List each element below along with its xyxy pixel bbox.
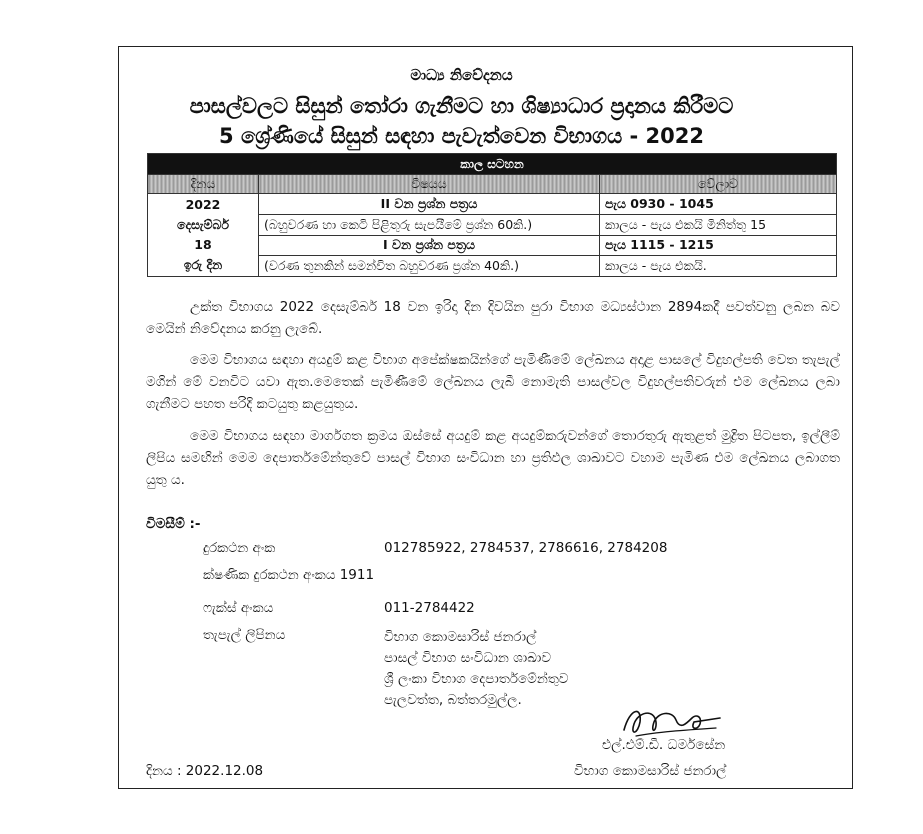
paper-1-note: (වරණ තුනකින් සමන්විත බහුවරණ ප්‍රශ්න 40කි.)	[259, 256, 600, 277]
date-month: දෙසැම්බර්	[176, 217, 229, 232]
page-title-line1: පාසල්වලට සිසුන් තෝරා ගැනීමට හා ශිෂ්‍යාධාර ප්‍රදානය කිරීමට	[189, 94, 734, 118]
paper-1-duration: කාලය - පැය එකයි.	[600, 256, 837, 277]
schedule-table	[147, 153, 837, 277]
paragraph-2: මෙම විභාගය සඳහා අයදුම් කළ විභාග අපේක්ෂකයින්ගේ පැමිණීමේ ලේඛනය අදාළ පාසලේ විදුහල්පති වෙත තැපැල් මගින් මේ වනවිට යවා ඇත.මෙතෙක් පැමිණීමේ ලේඛනය ලැබී නොමැති පාසල්වල විදුහල්පතිවරුන් එම ලේඛනය ලබා ගැනීමට පහත පරිදි කටයුතු කළයුතුය.	[146, 352, 840, 412]
address-line: ශ්‍රී ලංකා විභාග දෙපාර්තමේන්තුව	[384, 671, 569, 687]
schedule-title: කාල සටහන	[148, 154, 837, 175]
exam-date-cell	[148, 194, 259, 277]
signatory-name: එල්.එම්.ඩී. ධර්මසේන	[602, 737, 726, 753]
paper-1-title: I වන ප්‍රශ්න පත්‍රය	[259, 235, 600, 256]
date-day: 18	[194, 237, 212, 252]
fax-label: ෆැක්ස් අංකය	[203, 600, 274, 616]
paper-2-time: පැය 0930 - 1045	[600, 194, 837, 215]
media-release-label: මාධ්‍ය නිවේදනය	[410, 66, 513, 84]
date-year: 2022	[185, 197, 221, 212]
col-time-header: වේලාව	[600, 175, 837, 194]
phone-label: දුරකථන අංක	[203, 540, 276, 556]
col-date-header: දිනය	[148, 175, 259, 194]
address-line: පාසල් විභාග සංවිධාන ශාඛාව	[384, 650, 552, 666]
hotline-text: ක්ෂණික දුරකථන අංකය 1911	[203, 567, 375, 583]
address-line: පැලවත්ත, බත්තරමුල්ල.	[384, 692, 522, 708]
page-title-line2: 5 ශ්‍රේණියේ සිසුන් සඳහා පැවැත්වෙන විභාගය - 2022	[219, 124, 704, 148]
signatory-title: විභාග කොමසාරිස් ජනරාල්	[574, 763, 727, 779]
col-subject-header: විෂයය	[259, 175, 600, 194]
paper-2-title: II වන ප්‍රශ්න පත්‍රය	[259, 194, 600, 215]
phone-numbers: 012785922, 2784537, 2786616, 2784208	[384, 540, 668, 556]
paragraph-1: උක්ත විභාගය 2022 දෙසැම්බර් 18 වන ඉරිදා දින දිවයින පුරා විභාග මධ්‍යස්ථාන 2894කදී පවත්වනු ලබන බව මෙයින් නිවේදනය කරනු ලැබේ.	[146, 299, 840, 337]
fax-number: 011-2784422	[384, 600, 475, 616]
postal-address	[384, 627, 569, 711]
postal-address-label: තැපැල් ලිපිනය	[203, 627, 286, 643]
paragraph-3: මෙම විභාගය සඳහා මාර්ගගත ක්‍රමය ඔස්සේ අයදුම් කළ අයදුම්කරුවන්ගේ තොරතුරු ඇතුළත් මුද්‍රිත පිටපත, ඉල්ලීම් ලිපිය සමඟින් මෙම දෙපාර්තමේන්තුවේ පාසල් විභාග සංවිධාන හා ප්‍රතිඵල ශාඛාවට වහාම පැමිණ එම ලේඛනය ලබාගත යුතු ය.	[146, 428, 840, 488]
paper-1-time: පැය 1115 - 1215	[600, 235, 837, 256]
inquiries-label: විමසීම් :-	[146, 516, 201, 532]
document-date: දිනය : 2022.12.08	[146, 763, 264, 779]
paper-2-duration: කාලය - පැය එකයි මිනිත්තු 15	[600, 214, 837, 235]
date-weekday: ඉරු දින	[183, 257, 223, 272]
address-line: විභාග කොමසාරිස් ජනරාල්	[384, 629, 537, 645]
paper-2-note: (බහුවරණ හා කෙටි පිළිතුරු සැපයීමේ ප්‍රශ්න 60කි.)	[259, 214, 600, 235]
